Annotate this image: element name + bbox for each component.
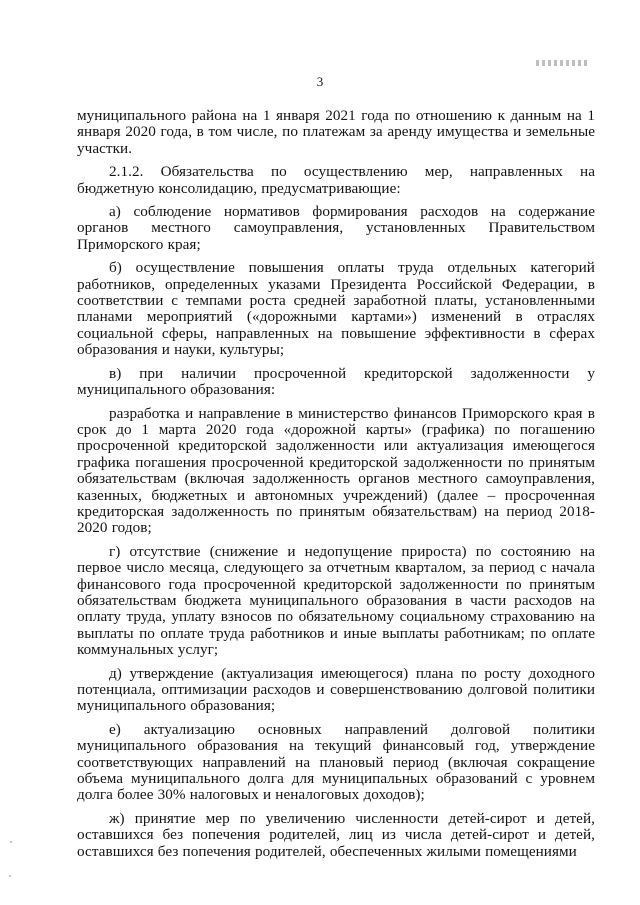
scan-speck: [10, 841, 12, 843]
paragraph-item-zh: ж) принятие мер по увеличению численности детей-сирот и детей, оставшихся без попечения родителей, лиц из числа детей-сирот и детей, оставшихся без попечения родителей, обеспеченных жилыми помещениями: [77, 809, 595, 860]
paragraph-item-v-roadmap: разработка и направление в министерство финансов Приморского края в срок до 1 марта 2020 года «дорожной карты» (графика) по погашению просроченной кредиторской задолженности или актуализация имеющегося графика погашения просроченной кредиторской задолженности по принятым обязательствам (включая задолженность органов местного самоуправления, казенных, бюджетных и автономных учреждений) (далее – просроченная кредиторская задолженность по принятым обязательствам) на период 2018-2020 годов;: [77, 404, 595, 537]
paragraph-clause-2-1-2: 2.1.2. Обязательства по осуществлению мер, направленных на бюджетную консолидацию, предусматривающие:: [77, 163, 595, 197]
paragraph-item-b: б) осуществление повышения оплаты труда отдельных категорий работников, определенных указами Президента Российской Федерации, в соответствии с темпами роста средней заработной платы, установленными планами мероприятий («дорожными картами») изменений в отраслях социальной сферы, направленных на повышение эффективности в сферах образования и науки, культуры;: [77, 259, 595, 359]
paragraph-continuation: муниципального района на 1 января 2021 года по отношению к данным на 1 января 2020 года, в том числе, по платежам за аренду имущества и земельные участки.: [77, 107, 595, 157]
page-number: 3: [316, 74, 324, 89]
paragraph-item-g: г) отсутствие (снижение и недопущение прироста) по состоянию на первое число месяца, следующего за отчетным кварталом, за период с начала финансового года просроченной кредиторской задолженности по принятым обязательствам бюджета муниципального образования в части расходов на оплату труда, уплату взносов по обязательному социальному страхованию на выплаты по оплате труда работников и иные выплаты работникам; по оплате коммунальных услуг;: [77, 542, 595, 659]
paragraph-item-d: д) утверждение (актуализация имеющегося) плана по росту доходного потенциала, оптимизации расходов и совершенствованию долговой политики муниципального образования;: [77, 664, 595, 715]
scan-speck: [9, 875, 11, 877]
paragraph-item-e: е) актуализацию основных направлений долговой политики муниципального образования на текущий финансовый год, утверждение соответствующих направлений на плановый период (включая сокращение объема муниципального долга для муниципальных образований с уровнем долга более 30% налоговых и неналоговых доходов);: [77, 720, 595, 804]
document-body: [77, 108, 595, 867]
paragraph-item-a: а) соблюдение нормативов формирования расходов на содержание органов местного самоуправления, установленных Правительством Приморского края;: [77, 203, 595, 253]
scan-stamp-mark: [536, 60, 588, 66]
paragraph-item-v: в) при наличии просроченной кредиторской задолженности у муниципального образования:: [77, 364, 595, 399]
